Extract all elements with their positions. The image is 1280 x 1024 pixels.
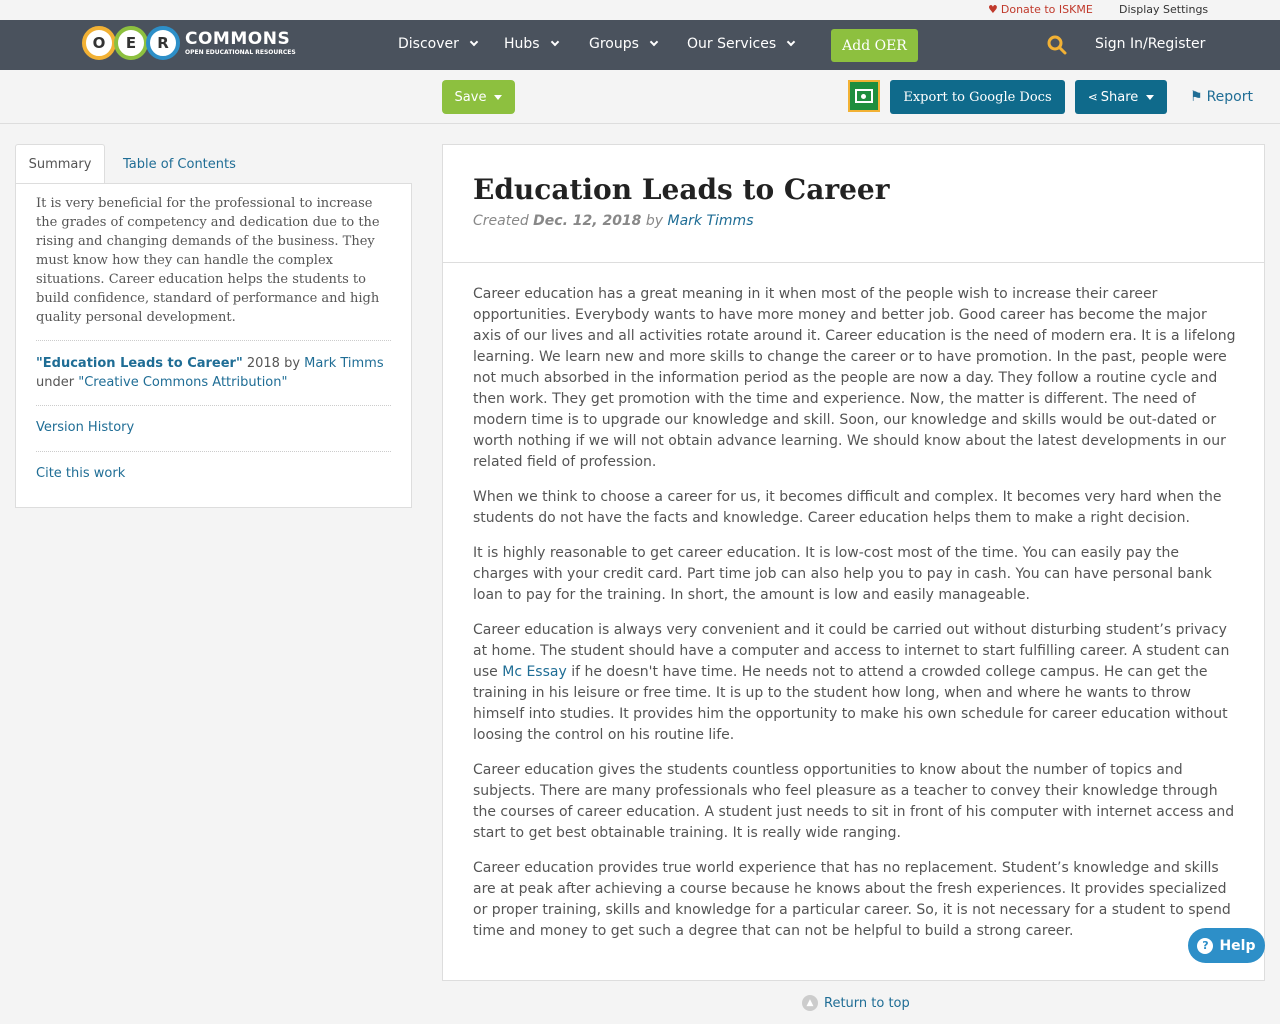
paragraph: It is highly reasonable to get career education. It is low-cost most of the time. You can easily pay the charges with your credit card. Part time job can also help you to pay in cash. You can have personal bank loan to pay for the training. In short, the amount is low and easily manageable. — [473, 545, 1212, 603]
logo-letter-r: R — [146, 26, 180, 60]
logo-wordmark — [185, 28, 296, 56]
help-label: Help — [1219, 937, 1256, 954]
save-label: Save — [454, 89, 487, 105]
question-icon: ? — [1197, 938, 1213, 954]
nav-discover-label: Discover — [398, 36, 459, 52]
google-classroom-icon — [855, 89, 873, 103]
donate-label: Donate to ISKME — [1000, 3, 1093, 16]
nav-hubs[interactable] — [504, 36, 558, 52]
paragraph: When we think to choose a career for us, it becomes difficult and complex. It becomes very hard when the students do not have the facts and knowledge. Career education helps them to make a right decision. — [473, 489, 1222, 526]
chevron-down-icon — [550, 38, 558, 46]
article-panel — [442, 144, 1265, 981]
chevron-down-icon — [470, 38, 478, 46]
mc-essay-link[interactable]: Mc Essay — [502, 664, 567, 680]
chevron-down-icon — [650, 38, 658, 46]
nav-groups-label: Groups — [589, 36, 639, 52]
paragraph-text: Career education is always very convenient and it could be carried out without disturbing student’s privacy at home. The student should have a computer and access to internet to start fulfilling career. A student can use — [473, 622, 1230, 680]
paragraph: Career education has a great meaning in it when most of the people wish to increase their career opportunities. Everybody wants to have more money and better job. Good career has become the major axis of our lives and all activities rotate around it. Career education is the need of modern era. It is a lifelong learning. We learn new and more skills to change the career or to have promotion. In the past, people were not much absorbed in the information period as the people are now a day. They follow a routine cycle and then work. They get promotion with the time and experience. Now, the matter is different. The need of modern time is to upgrade our knowledge and skill. Soon, our knowledge and skills would be out-dated or worth nothing if we will not obtain advance learning. We should know about the latest developments in our related field of profession. — [473, 286, 1236, 470]
created-label: Created — [473, 213, 529, 229]
return-to-top-link[interactable] — [802, 995, 910, 1011]
summary-text: It is very beneficial for the professional to increase the grades of competency and dedication due to the rising and changing demands of the business. They must know how they can handle the complex situations. Career education helps the students to build confidence, standard of performance and high quality personal development. — [36, 196, 380, 325]
share-label: Share — [1100, 89, 1139, 105]
return-to-top-label: Return to top — [824, 995, 910, 1011]
report-link[interactable] — [1190, 89, 1253, 105]
page-title: Education Leads to Career — [473, 173, 890, 206]
chevron-down-icon — [787, 38, 795, 46]
donate-link[interactable] — [988, 3, 1093, 16]
save-button[interactable] — [442, 80, 515, 114]
paragraph: Career education provides true world experience that has no replacement. Student’s knowledge and skills are at peak after achieving a course because he knows about the fresh experiences. It provides specialized or proper training, skills and knowledge for a particular career. So, it is not necessary for a student to spend time and money to get such a degree that can not be helpful to build a strong career. — [473, 860, 1231, 939]
help-button[interactable] — [1188, 928, 1265, 963]
article-body — [473, 284, 1237, 956]
attribution — [36, 354, 391, 392]
utility-bar — [0, 0, 1280, 20]
arrow-up-icon: ▲ — [802, 995, 818, 1011]
add-oer-button[interactable]: Add OER — [831, 29, 918, 62]
google-classroom-button[interactable] — [848, 80, 880, 112]
by-label: by — [645, 213, 664, 229]
summary-panel — [15, 183, 412, 508]
author-link[interactable]: Mark Timms — [667, 213, 754, 229]
tab-table-of-contents[interactable]: Table of Contents — [123, 156, 236, 172]
version-history-link[interactable]: Version History — [36, 420, 135, 435]
logo-letter-o: O — [82, 26, 116, 60]
license-link[interactable]: "Creative Commons Attribution" — [78, 375, 288, 390]
sign-in-register-link[interactable]: Sign In/Register — [1095, 36, 1206, 52]
logo-letter-e: E — [114, 26, 148, 60]
nav-discover[interactable] — [398, 36, 477, 52]
caret-down-icon — [494, 95, 502, 100]
nav-hubs-label: Hubs — [504, 36, 540, 52]
divider — [443, 262, 1264, 263]
nav-our-services[interactable] — [687, 36, 794, 52]
divider — [36, 340, 391, 341]
nav-groups[interactable] — [589, 36, 657, 52]
attribution-title-link[interactable]: "Education Leads to Career" — [36, 356, 243, 371]
logo-word: COMMONS — [185, 28, 291, 49]
created-date: Dec. 12, 2018 — [533, 213, 642, 229]
search-icon[interactable] — [1047, 35, 1067, 55]
left-panel-tabs — [15, 144, 412, 184]
paragraph: Career education gives the students countless opportunities to know about the number of topics and subjects. There are many professionals who feel pleasure as a teacher to convey their knowledge through the courses of career education. A student just needs to sit in front of his computer with internet access and start to get best obtainable training. It is really wide ranging. — [473, 762, 1235, 841]
main-navbar — [0, 20, 1280, 70]
oer-commons-logo[interactable] — [82, 25, 296, 61]
resource-toolbar — [0, 70, 1280, 124]
heart-icon: ♥ — [988, 3, 998, 16]
nav-our-services-label: Our Services — [687, 36, 777, 52]
report-label: Report — [1206, 89, 1253, 105]
paragraph-text: if he doesn't have time. He needs not to attend a crowded college campus. He can get the training in his leisure or free time. It is up to the student how long, when and where he wants to throw himself into studies. It provides him the opportunity to make his own schedule for career education without loosing the control on his routine life. — [473, 664, 1228, 743]
article-meta — [473, 213, 753, 229]
tab-summary[interactable]: Summary — [15, 144, 105, 184]
paragraph — [473, 620, 1237, 746]
logo-tagline: OPEN EDUCATIONAL RESOURCES — [185, 48, 296, 56]
divider — [36, 451, 391, 452]
attribution-author-link[interactable]: Mark Timms — [304, 356, 384, 371]
attribution-under: under — [36, 375, 79, 390]
caret-down-icon — [1146, 95, 1154, 100]
share-icon: ⋖ — [1087, 90, 1098, 104]
attribution-year: 2018 by — [242, 356, 305, 371]
cite-this-work-link[interactable]: Cite this work — [36, 466, 126, 481]
flag-icon: ⚑ — [1190, 89, 1203, 105]
divider — [36, 405, 391, 406]
display-settings-link[interactable]: Display Settings — [1119, 3, 1209, 16]
share-button[interactable] — [1075, 80, 1167, 114]
export-google-docs-button[interactable]: Export to Google Docs — [890, 80, 1065, 114]
